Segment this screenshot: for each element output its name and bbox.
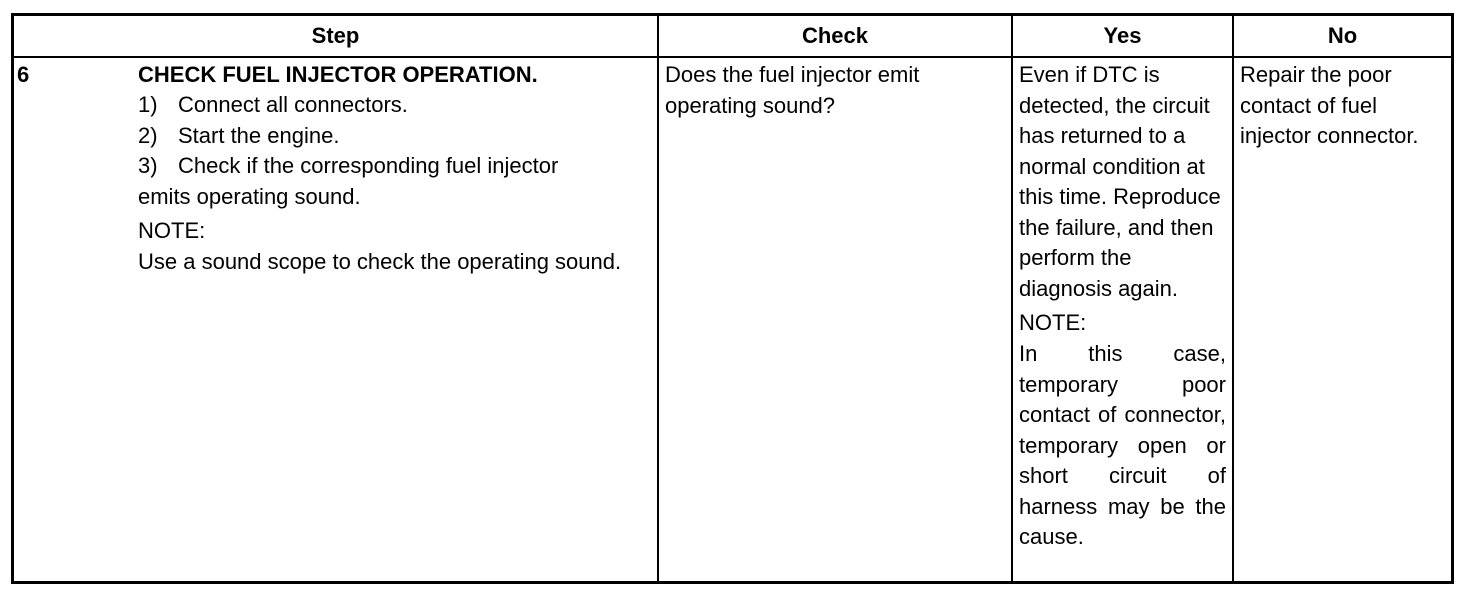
step-number: 6	[17, 62, 30, 87]
step-note-text: Use a sound scope to check the operating sound.	[138, 249, 622, 274]
step-cell	[14, 58, 659, 581]
header-no: No	[1234, 16, 1451, 58]
substep-1-text: Connect all connectors.	[178, 92, 408, 117]
diagnostic-table	[11, 13, 1454, 584]
substep-3-number: 3)	[138, 153, 158, 178]
substep-1-number: 1)	[138, 92, 158, 117]
no-cell	[1234, 58, 1451, 581]
step-note-label: NOTE:	[138, 218, 206, 243]
yes-note-label: NOTE:	[1019, 310, 1087, 335]
substep-3	[138, 151, 653, 182]
yes-cell	[1013, 58, 1234, 581]
substep-3-continuation: emits operating sound.	[138, 183, 361, 209]
substep-2-text: Start the engine.	[178, 122, 340, 148]
yes-text: Even if DTC is detected, the circuit has returned to a normal condition at this time. Reproduce the failure, and then perform the diagnosis again.	[1019, 62, 1221, 301]
substep-1	[138, 90, 653, 121]
check-text: Does the fuel injector emit operating sound?	[665, 62, 920, 118]
header-yes: Yes	[1013, 16, 1234, 58]
no-text: Repair the poor contact of fuel injector connector.	[1240, 62, 1419, 148]
step-title: CHECK FUEL INJECTOR OPERATION.	[138, 62, 538, 87]
step-content	[138, 60, 653, 278]
header-check: Check	[659, 16, 1013, 58]
check-cell	[659, 58, 1013, 581]
substep-3-text: Check if the corresponding fuel injector	[178, 153, 559, 178]
yes-note-text: In this case, temporary poor contact of connector, temporary open or short circuit of harness may be the cause.	[1019, 341, 1226, 549]
header-step: Step	[14, 16, 659, 58]
substep-2	[138, 121, 653, 152]
substep-2-number: 2)	[138, 122, 158, 148]
